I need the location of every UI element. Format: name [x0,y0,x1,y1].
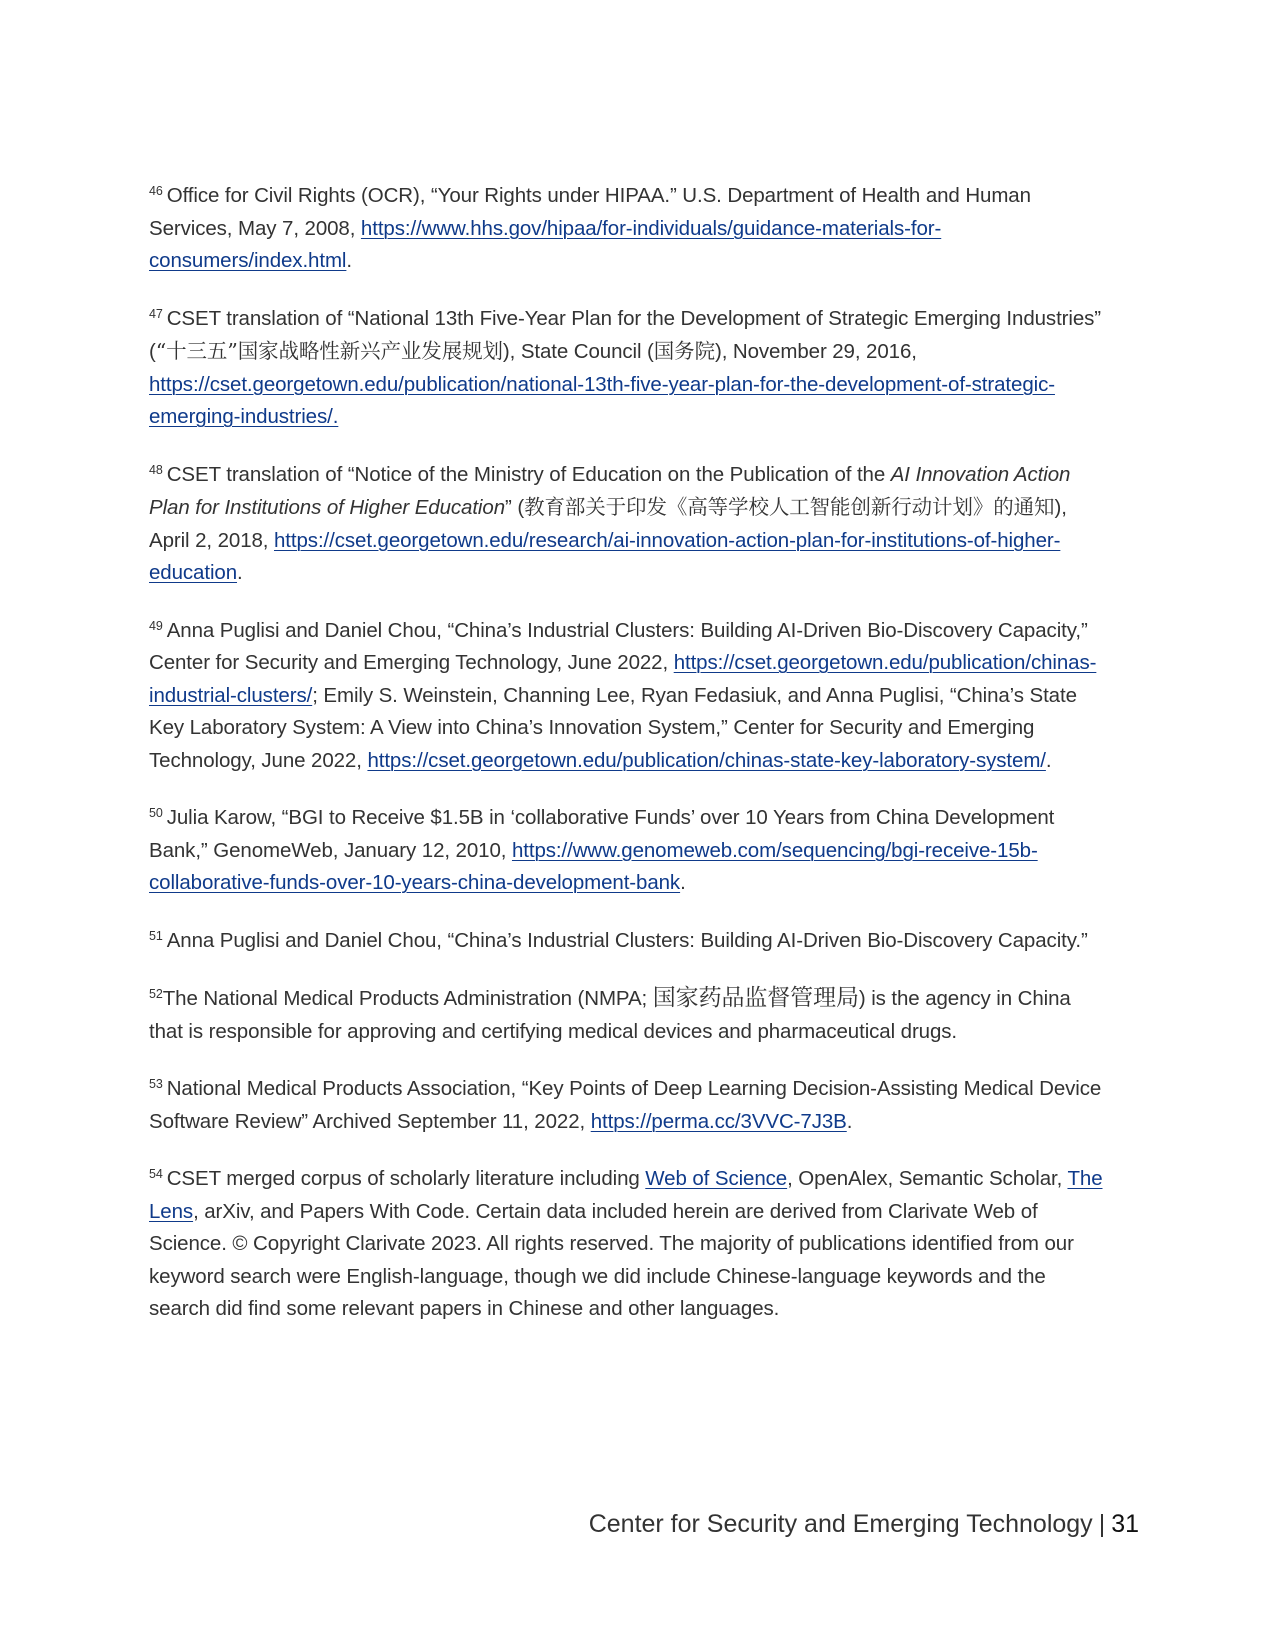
chinese-title: “十三五”国家战略性新兴产业发展规划 [155,339,503,363]
footnote-53: $^{53}$ National Medical Products Association, “Key Points of Deep Learning Decision-Assisting Medical Device Software Review” Archived September 11, 2022, https://perma.cc/3VVC-7J3B. [149,1077,1102,1133]
footnote-link[interactable]: https://cset.georgetown.edu/research/ai-innovation-action-plan-for-institutions-of-higher-education [149,528,1061,584]
footnote-50: $^{50}$ Julia Karow, “BGI to Receive $1.5B in ‘collaborative Funds’ over 10 Years from China Development Bank,” GenomeWeb, January 12, 2010, https://www.genomeweb.com/sequencing/bgi-receive-15b-collaborative-funds-over-10-years-china-development-bank. [149,806,1055,894]
footnotes-list [149,180,1109,1351]
page-number: 31 [1111,1510,1139,1538]
footer-org-name: Center for Security and Emerging Technology [588,1510,1093,1538]
footnote-51: $^{51}$ Anna Puglisi and Daniel Chou, “China’s Industrial Clusters: Building AI-Driven Bio-Discovery Capacity.” [149,928,1088,952]
footnote-49: $^{49}$ Anna Puglisi and Daniel Chou, “China’s Industrial Clusters: Building AI-Driven Bio-Discovery Capacity,” Center for Security and Emerging Technology, June 2022, https://cset.georgetown.edu/publication/chinas-industrial-clusters/; Emily S. Weinstein, Channing Lee, Ryan Fedasiuk, and Anna Puglisi, “China’s State Key Laboratory System: A View into China’s Innovation System,” Center for Security and Emerging Technology, June 2022, https://cset.georgetown.edu/publication/chinas-state-key-laboratory-system/. [149,618,1097,772]
footnote-46: $^{46}$ Office for Civil Rights (OCR), “Your Rights under HIPAA.” U.S. Department of Health and Human Services, May 7, 2008, https://www.hhs.gov/hipaa/for-individuals/guidance-materials-for-consumers/index.html. [149,184,1031,272]
footnote-link[interactable]: https://www.hhs.gov/hipaa/for-individuals/guidance-materials-for-consumers/index.html [149,216,942,272]
page-footer [589,1510,1139,1539]
chinese-title: 教育部关于印发《高等学校人工智能创新行动计划》的通知 [524,495,1055,519]
footnote-number: 50 [149,806,163,820]
footnote-link[interactable]: https://cset.georgetown.edu/publication/chinas-state-key-laboratory-system/ [367,748,1046,772]
footnote-number: 46 [149,184,163,198]
footnote-link[interactable]: https://cset.georgetown.edu/publication/national-13th-five-year-plan-for-the-development-of-strategic-emerging-industries/. [149,372,1055,428]
footnote-number: 51 [149,928,163,943]
footnote-52: $^{52}$The National Medical Products Administration (NMPA; 国家药品监督管理局) is the agency in China that is responsible for approving and certifying medical devices and pharmaceutical drugs. [149,985,1071,1043]
footer-separator: | [1098,1510,1106,1538]
the-lens-link[interactable]: The Lens [149,1167,1103,1223]
footnote-47: $^{47}$ CSET translation of “National 13th Five-Year Plan for the Development of Strategic Emerging Industries” (“十三五”国家战略性新兴产业发展规划), State Council (国务院), November 29, 2016, https://cset.georgetown.edu/publication/national-13th-five-year-plan-for-the-development-of-strategic-emerging-industries/. [149,306,1102,428]
footnote-number: 53 [149,1077,163,1091]
italic-title: AI Innovation Action Plan for Institutions of Higher Education [149,462,1071,519]
footnote-link[interactable]: https://www.genomeweb.com/sequencing/bgi-receive-15b-collaborative-funds-over-10-years-china-development-bank [149,838,1038,894]
footnote-number: 52 [149,987,163,1001]
footnote-number: 47 [149,306,163,321]
footnote-number: 48 [149,462,163,477]
footnote-48: $^{48}$ CSET translation of “Notice of the Ministry of Education on the Publication of the AI Innovation Action Plan for Institutions of Higher Education” (教育部关于印发《高等学校人工智能创新行动计划》的通知), April 2, 2018, https://cset.georgetown.edu/research/ai-innovation-action-plan-for-institutions-of-higher-education. [149,462,1071,584]
chinese-name: 国务院 [653,339,715,363]
footnote-number: 49 [149,618,163,633]
footnote-link[interactable]: https://perma.cc/3VVC-7J3B [590,1109,847,1133]
footnote-link[interactable]: https://cset.georgetown.edu/publication/chinas-industrial-clusters/ [149,651,1097,707]
chinese-name: 国家药品监督管理局 [652,985,859,1011]
web-of-science-link[interactable]: Web of Science [645,1167,788,1190]
footnote-number: 54 [149,1167,163,1181]
footnote-54: $^{54}$ CSET merged corpus of scholarly literature including Web of Science, OpenAlex, Semantic Scholar, The Lens, arXiv, and Papers With Code. Certain data included herein are derived from Clarivate Web of Science. © Copyright Clarivate 2023. All rights reserved. The majority of publications identified from our keyword search were English-language, though we did include Chinese-language keywords and the search did find some relevant papers in Chinese and other languages. [149,1167,1103,1320]
